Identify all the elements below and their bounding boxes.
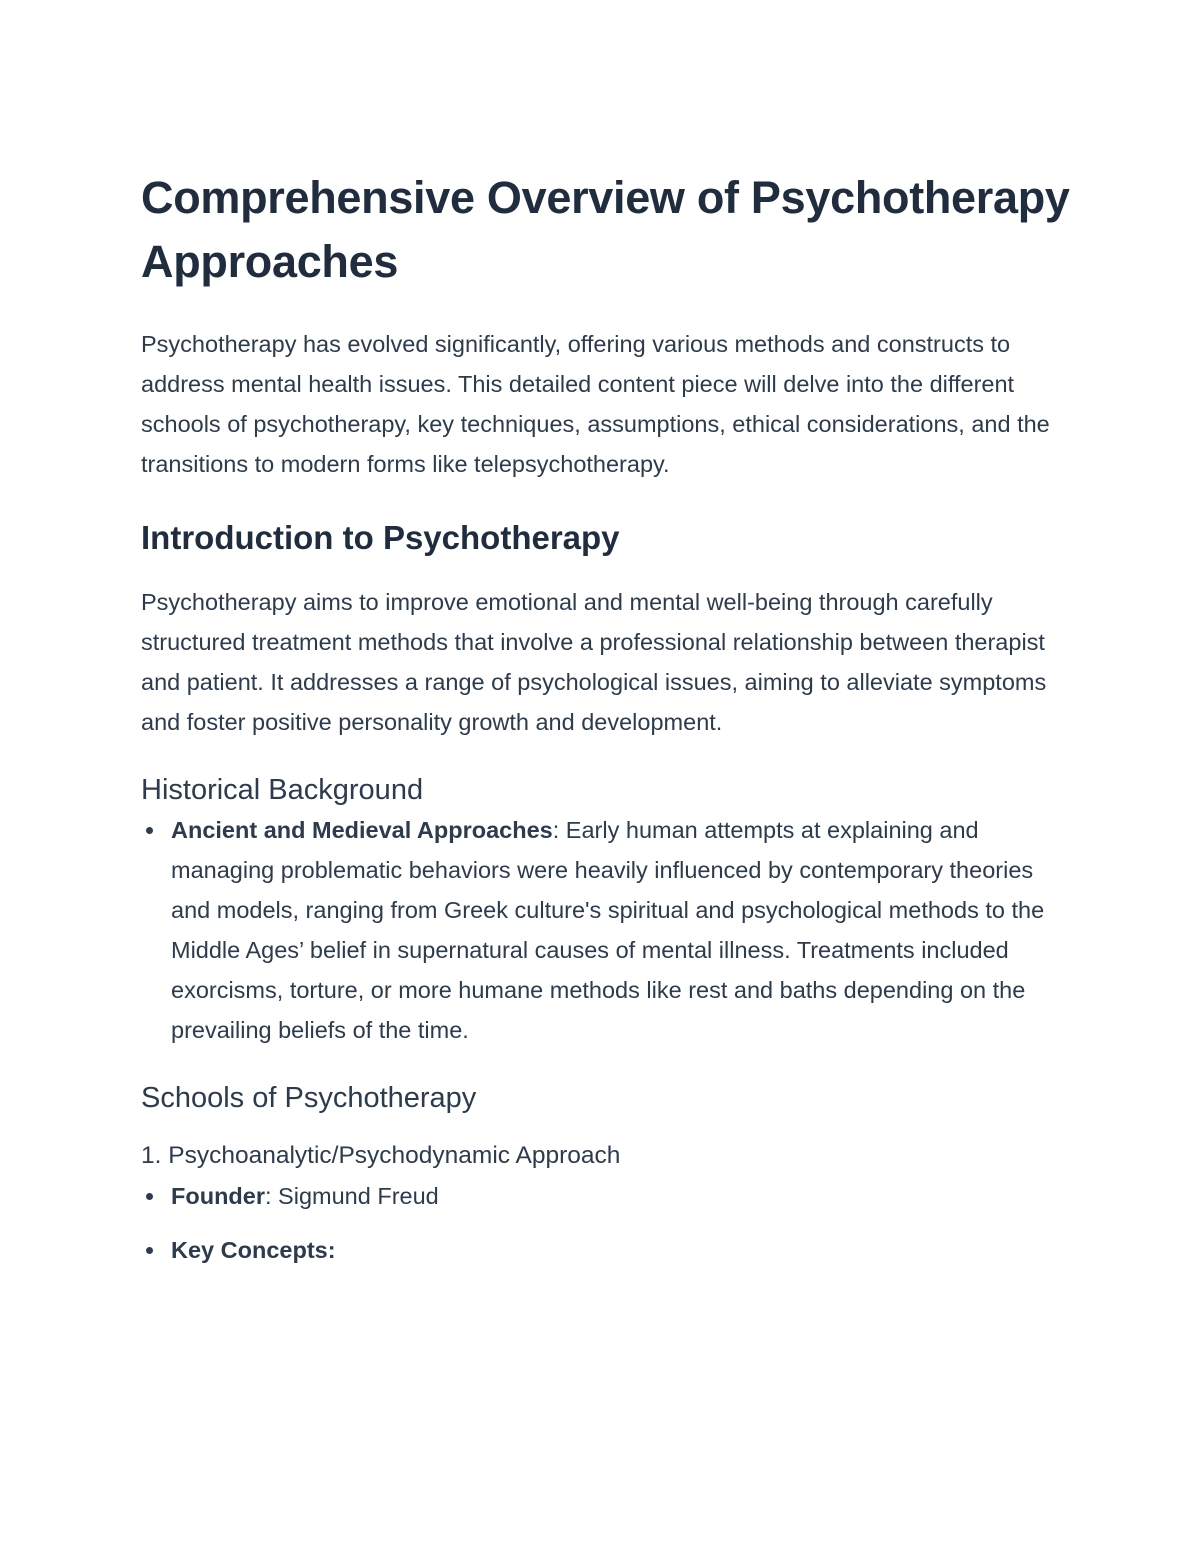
bullet-icon xyxy=(146,827,153,834)
subsection-heading-psychoanalytic: 1. Psychoanalytic/Psychodynamic Approach xyxy=(141,1142,621,1169)
bullet-icon xyxy=(146,1193,153,1200)
section-heading-schools: Schools of Psychotherapy xyxy=(141,1082,477,1114)
list-item xyxy=(141,1230,1071,1270)
list-item xyxy=(141,1176,1071,1216)
document-title: Comprehensive Overview of Psychotherapy Approaches xyxy=(141,172,1070,287)
introduction-paragraph: Psychotherapy aims to improve emotional and mental well-being through carefully structured treatment methods that involve a professional relationship between therapist and patient. It addresses a range of psychological issues, aiming to alleviate symptoms and foster positive personality growth and development. xyxy=(141,589,1047,735)
bullet-icon xyxy=(146,1247,153,1254)
historical-list xyxy=(141,810,1071,1050)
list-item-label: Key Concepts: xyxy=(171,1237,336,1263)
document-page xyxy=(141,166,1071,1270)
list-item-text: : Sigmund Freud xyxy=(265,1183,439,1209)
list-item xyxy=(141,810,1071,1050)
list-item-text: : Early human attempts at explaining and managing problematic behaviors were heavily influenced by contemporary theories and models, ranging from Greek culture's spiritual and psychological methods to the Middle Ages’ belief in supernatural causes of mental illness. Treatments included exorcisms, torture, or more humane methods like rest and baths depending on the prevailing beliefs of the time. xyxy=(171,817,1045,1043)
section-heading-historical-background: Historical Background xyxy=(141,774,424,806)
intro-paragraph: Psychotherapy has evolved significantly, offering various methods and constructs to address mental health issues. This detailed content piece will delve into the different schools of psychotherapy, key techniques, assumptions, ethical considerations, and the transitions to modern forms like telepsychotherapy. xyxy=(141,331,1050,477)
list-item-label: Founder xyxy=(171,1183,265,1209)
schools-list xyxy=(141,1176,1071,1270)
list-item-label: Ancient and Medieval Approaches xyxy=(171,817,553,843)
section-heading-introduction: Introduction to Psychotherapy xyxy=(141,519,620,556)
